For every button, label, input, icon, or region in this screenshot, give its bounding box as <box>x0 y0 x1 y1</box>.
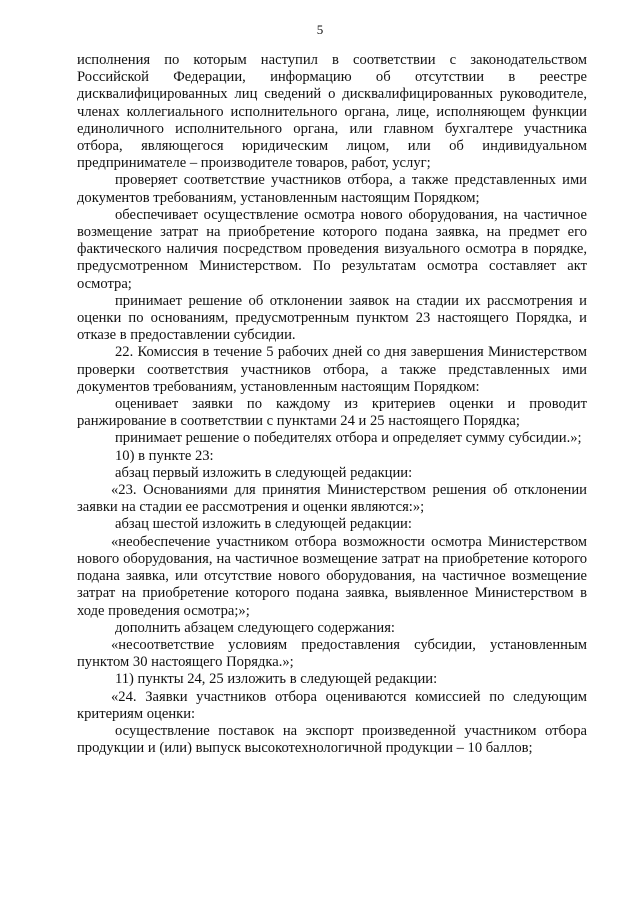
paragraph: 11) пункты 24, 25 изложить в следующей редакции: <box>115 671 438 688</box>
paragraph: абзац первый изложить в следующей редакции: <box>115 464 413 481</box>
paragraph: оценивает заявки по каждому из критериев оценки и проводит ранжирование в соответствии с пунктами 24 и 25 настоящего Порядка; <box>77 396 587 430</box>
paragraph: «несоответствие условиям предоставления субсидии, установленным пунктом 30 настоящего Порядка.»; <box>77 636 587 671</box>
paragraph: обеспечивает осуществление осмотра нового оборудования, на частичное возмещение затрат на приобретение которого подана заявка, на предмет его фактического наличия посредством проведения визуального осмотра в порядке, предусмотренном Министерством. По результатам осмотра составляет акт осмотра; <box>77 206 587 292</box>
paragraph: принимает решение об отклонении заявок на стадии их рассмотрения и оценки по основаниям, предусмотренным пунктом 23 настоящего Порядка, и отказе в предоставлении субсидии. <box>77 292 587 344</box>
paragraph: «необеспечение участником отбора возможности осмотра Министерством нового оборудования, на частичное возмещение затрат на приобретение которого подана заявка, или отсутствие нового оборудования, на частичное возмещение затрат на приобретение которого подана заявка, выявленное Министерством в ходе проведения осмотра;»; <box>77 533 587 619</box>
page-number: 5 <box>316 22 324 37</box>
paragraph: 10) в пункте 23: <box>115 447 214 464</box>
paragraph: абзац шестой изложить в следующей редакции: <box>115 516 412 533</box>
document-body <box>77 52 587 757</box>
paragraph: принимает решение о победителях отбора и определяет сумму субсидии.»; <box>115 430 582 447</box>
paragraph: исполнения по которым наступил в соответствии с законодательством Российской Федерации, информацию об отсутствии в реестре дисквалифицированных лиц сведений о дисквалифицированных руководителе, членах коллегиального исполнительного органа, лице, исполняющем функции единоличного исполнительного органа, или главном бухгалтере участника отбора, являющегося юридическим лицом, или об индивидуальном предпринимателе – производителе товаров, работ, услуг; <box>77 52 587 172</box>
paragraph: дополнить абзацем следующего содержания: <box>115 619 395 636</box>
paragraph: осуществление поставок на экспорт произведенной участником отбора продукции и (или) выпуск высокотехнологичной продукции – 10 баллов; <box>77 722 587 757</box>
paragraph: «23. Основаниями для принятия Министерством решения об отклонении заявки на стадии ее рассмотрения и оценки являются:»; <box>77 482 587 516</box>
paragraph: 22. Комиссия в течение 5 рабочих дней со дня завершения Министерством проверки соответствия участников отбора, а также представленных ими документов требованиям, установленным настоящим Порядком: <box>77 344 587 395</box>
paragraph: «24. Заявки участников отбора оцениваются комиссией по следующим критериям оценки: <box>77 688 587 722</box>
paragraph: проверяет соответствие участников отбора, а также представленных ими документов требованиям, установленным настоящим Порядком; <box>77 172 587 206</box>
